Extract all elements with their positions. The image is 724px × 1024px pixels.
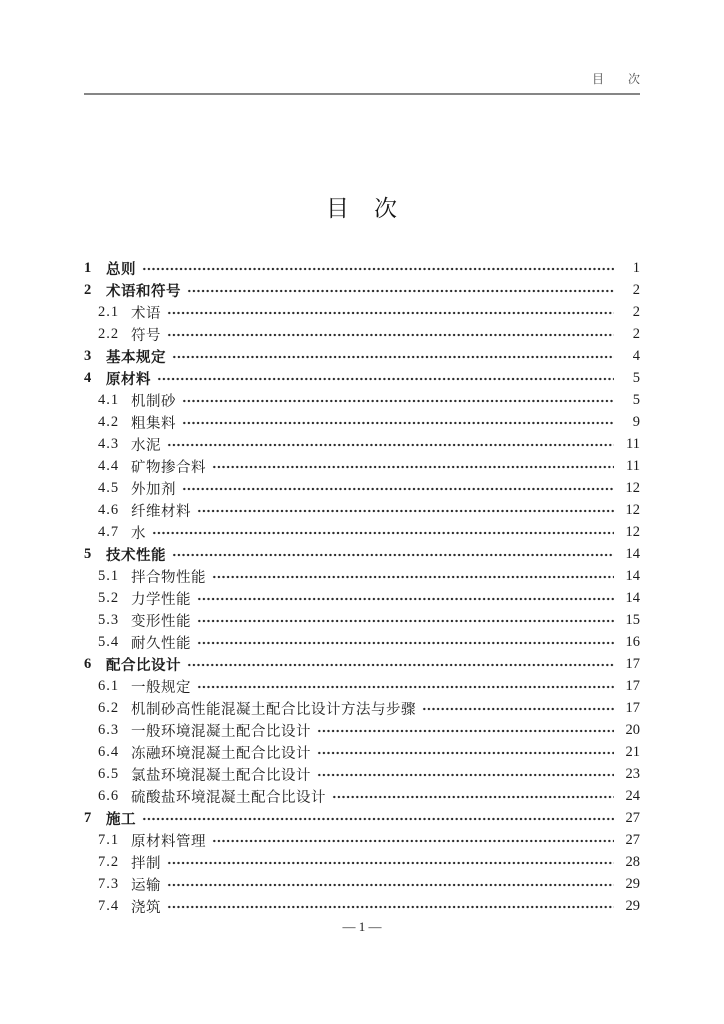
toc-entry-title: 拌合物性能	[131, 569, 206, 586]
toc-entry-number: 7	[84, 809, 92, 826]
toc-entry-title: 氯盐环境混凝土配合比设计	[131, 767, 311, 784]
toc-entry	[84, 719, 640, 741]
toc-entry-title: 硫酸盐环境混凝土配合比设计	[131, 789, 326, 806]
toc-entry-page: 20	[625, 721, 640, 738]
dot-leader	[317, 763, 614, 785]
dot-leader	[142, 257, 614, 279]
toc-entry	[84, 807, 640, 829]
toc-entry-page: 11	[626, 457, 640, 474]
toc-entry-page: 14	[625, 545, 640, 562]
toc-entry-page: 1	[632, 259, 640, 276]
toc-entry	[84, 345, 640, 367]
toc-entry	[84, 433, 640, 455]
toc-entry-title: 冻融环境混凝土配合比设计	[131, 745, 311, 762]
toc-entry	[84, 587, 640, 609]
toc-entry-page: 17	[625, 699, 640, 716]
toc-entry-title: 机制砂	[131, 393, 176, 410]
toc-entry-title: 纤维材料	[131, 503, 191, 520]
dot-leader	[167, 873, 614, 895]
toc-entry-page: 29	[625, 875, 640, 892]
toc-entry-title: 机制砂高性能混凝土配合比设计方法与步骤	[131, 701, 416, 718]
toc-entry	[84, 609, 640, 631]
toc-entry	[84, 763, 640, 785]
dot-leader	[182, 411, 614, 433]
dot-leader	[172, 345, 614, 367]
dot-leader	[332, 785, 614, 807]
toc-entry	[84, 257, 640, 279]
toc-entry	[84, 389, 640, 411]
toc-entry-number: 6.3	[98, 721, 120, 738]
toc-entry	[84, 411, 640, 433]
toc-entry-title: 术语	[131, 305, 161, 322]
toc-entry-title: 配合比设计	[106, 657, 181, 674]
toc-entry	[84, 279, 640, 301]
toc-entry-page: 14	[625, 567, 640, 584]
dot-leader	[182, 389, 614, 411]
toc-entry-number: 6.1	[98, 677, 120, 694]
toc-entry	[84, 873, 640, 895]
dot-leader	[167, 433, 614, 455]
toc-entry-title: 水泥	[131, 437, 161, 454]
toc-entry-number: 2.1	[98, 303, 120, 320]
toc-entry-number: 6	[84, 655, 92, 672]
toc-entry	[84, 829, 640, 851]
dot-leader	[422, 697, 614, 719]
toc-entry-page: 2	[632, 303, 640, 320]
toc-entry-number: 4.2	[98, 413, 120, 430]
toc-entry	[84, 653, 640, 675]
dot-leader	[172, 543, 614, 565]
toc-entry-title: 基本规定	[106, 349, 166, 366]
toc-entry-page: 12	[625, 479, 640, 496]
toc-entry-number: 4	[84, 369, 92, 386]
toc-entry-page: 28	[625, 853, 640, 870]
toc-entry	[84, 785, 640, 807]
toc-entry-number: 6.5	[98, 765, 120, 782]
toc-entry-title: 变形性能	[131, 613, 191, 630]
toc-entry-number: 5.3	[98, 611, 120, 628]
toc-entry-number: 4.1	[98, 391, 120, 408]
toc-entry-number: 2.2	[98, 325, 120, 342]
toc-entry-page: 5	[632, 391, 640, 408]
toc-entry-title: 技术性能	[106, 547, 166, 564]
toc-entry-page: 11	[626, 435, 640, 452]
toc-entry-number: 4.4	[98, 457, 120, 474]
toc-entry-title: 拌制	[131, 855, 161, 872]
toc-entry-number: 4.7	[98, 523, 120, 540]
toc-entry-page: 5	[632, 369, 640, 386]
dot-leader	[167, 851, 614, 873]
toc-entry-page: 17	[625, 655, 640, 672]
dot-leader	[197, 499, 614, 521]
toc-entry-page: 9	[632, 413, 640, 430]
toc-entry-title: 一般规定	[131, 679, 191, 696]
toc-entry-page: 16	[625, 633, 640, 650]
toc-entry-number: 3	[84, 347, 92, 364]
dot-leader	[157, 367, 614, 389]
dot-leader	[187, 653, 614, 675]
dot-leader	[197, 587, 614, 609]
toc-entry	[84, 697, 640, 719]
toc-entry-page: 27	[625, 809, 640, 826]
toc-entry	[84, 895, 640, 917]
toc-entry-number: 6.2	[98, 699, 120, 716]
dot-leader	[167, 323, 614, 345]
toc-entry	[84, 741, 640, 763]
toc-entry	[84, 631, 640, 653]
toc-entry	[84, 543, 640, 565]
toc-entry-number: 5.4	[98, 633, 120, 650]
toc-entry-page: 2	[632, 325, 640, 342]
dot-leader	[197, 609, 614, 631]
toc-entry-title: 总则	[106, 261, 136, 278]
toc-entry	[84, 455, 640, 477]
page-number-text: — 1 —	[342, 919, 382, 934]
toc-entry-number: 7.2	[98, 853, 120, 870]
toc-entry-title: 水	[131, 525, 146, 542]
dot-leader	[212, 455, 614, 477]
toc-entry-number: 5.2	[98, 589, 120, 606]
toc-entry	[84, 675, 640, 697]
toc-entry-number: 7.3	[98, 875, 120, 892]
toc-entry-page: 21	[625, 743, 640, 760]
toc-entry	[84, 565, 640, 587]
toc-entry-page: 12	[625, 501, 640, 518]
dot-leader	[197, 631, 614, 653]
dot-leader	[317, 741, 614, 763]
toc-entry	[84, 477, 640, 499]
toc-entry-number: 5	[84, 545, 92, 562]
toc-entry-number: 4.3	[98, 435, 120, 452]
running-header	[84, 70, 640, 95]
toc-entry	[84, 851, 640, 873]
toc-entry	[84, 499, 640, 521]
toc-entry	[84, 367, 640, 389]
toc-entry-title: 原材料管理	[131, 833, 206, 850]
toc-entry-page: 2	[632, 281, 640, 298]
toc-entry-number: 4.6	[98, 501, 120, 518]
toc-entry-title: 一般环境混凝土配合比设计	[131, 723, 311, 740]
toc-entry-number: 7.4	[98, 897, 120, 914]
toc-entry-page: 12	[625, 523, 640, 540]
dot-leader	[182, 477, 614, 499]
toc-entry	[84, 301, 640, 323]
toc-entry-number: 7.1	[98, 831, 120, 848]
running-header-title: 目 次	[591, 72, 640, 86]
footer-page-number	[0, 919, 724, 935]
toc-entry-title: 原材料	[106, 371, 151, 388]
toc-list	[84, 257, 640, 917]
toc-entry-title: 符号	[131, 327, 161, 344]
toc-entry-number: 6.4	[98, 743, 120, 760]
dot-leader	[187, 279, 614, 301]
dot-leader	[152, 521, 614, 543]
dot-leader	[317, 719, 614, 741]
toc-entry	[84, 521, 640, 543]
toc-entry-title: 运输	[131, 877, 161, 894]
toc-entry-page: 4	[632, 347, 640, 364]
toc-entry-title: 矿物掺合料	[131, 459, 206, 476]
page-title: 目 次	[326, 196, 398, 221]
dot-leader	[212, 565, 614, 587]
toc-entry-title: 外加剂	[131, 481, 176, 498]
dot-leader	[212, 829, 614, 851]
toc-entry-page: 17	[625, 677, 640, 694]
toc-entry-title: 粗集料	[131, 415, 176, 432]
toc-entry-number: 6.6	[98, 787, 120, 804]
toc-entry-page: 14	[625, 589, 640, 606]
toc-entry-title: 术语和符号	[106, 283, 181, 300]
toc-entry-number: 2	[84, 281, 92, 298]
toc-entry-page: 29	[625, 897, 640, 914]
toc-entry	[84, 323, 640, 345]
dot-leader	[167, 301, 614, 323]
toc-entry-number: 4.5	[98, 479, 120, 496]
toc-entry-title: 施工	[106, 811, 136, 828]
toc-entry-number: 1	[84, 259, 92, 276]
dot-leader	[142, 807, 614, 829]
dot-leader	[197, 675, 614, 697]
toc-entry-page: 23	[625, 765, 640, 782]
toc-entry-title: 耐久性能	[131, 635, 191, 652]
toc-entry-page: 24	[625, 787, 640, 804]
toc-entry-title: 力学性能	[131, 591, 191, 608]
dot-leader	[167, 895, 614, 917]
toc-entry-title: 浇筑	[131, 899, 161, 916]
toc-entry-number: 5.1	[98, 567, 120, 584]
toc-entry-page: 15	[625, 611, 640, 628]
toc-entry-page: 27	[625, 831, 640, 848]
